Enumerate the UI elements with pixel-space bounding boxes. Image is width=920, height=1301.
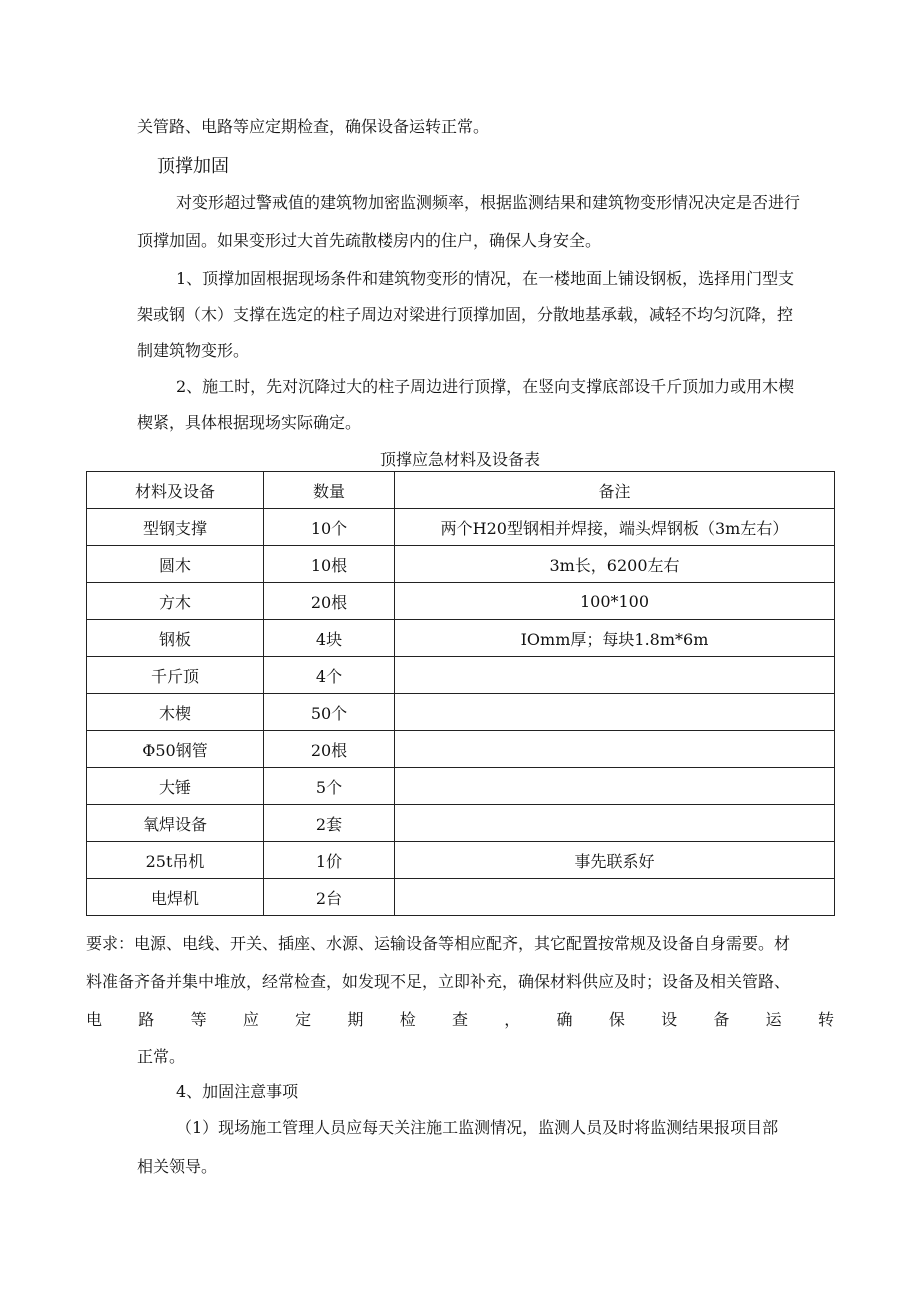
cell-remark: 两个H20型钢相并焊接，端头焊钢板（3m左右） — [395, 509, 835, 546]
cell-quantity: 10根 — [264, 546, 395, 583]
table-row — [87, 805, 835, 842]
cell-material: 25t吊机 — [87, 842, 264, 879]
requirement-line4: 正常。 — [137, 1047, 186, 1066]
req-char: 期 — [347, 1010, 364, 1029]
table-row — [87, 768, 835, 805]
req-char: 等 — [190, 1010, 207, 1029]
cell-material: 圆木 — [87, 546, 264, 583]
cell-quantity: 5个 — [264, 768, 395, 805]
table-row — [87, 879, 835, 916]
cell-quantity: 50个 — [264, 694, 395, 731]
item2-line2: 楔紧，具体根据现场实际确定。 — [137, 413, 362, 432]
cell-quantity: 2套 — [264, 805, 395, 842]
cell-material: 型钢支撑 — [87, 509, 264, 546]
para1-line1: 对变形超过警戒值的建筑物加密监测频率，根据监测结果和建筑物变形情况决定是否进行 — [176, 193, 801, 212]
req-char: 确 — [556, 1010, 573, 1029]
req-char: 转 — [817, 1010, 834, 1029]
cell-material: 氧焊设备 — [87, 805, 264, 842]
cell-quantity: 20根 — [264, 731, 395, 768]
cell-material: Φ50钢管 — [87, 731, 264, 768]
cell-remark — [395, 768, 835, 805]
req-char: 运 — [765, 1010, 782, 1029]
cell-quantity: 20根 — [264, 583, 395, 620]
table-caption: 顶撑应急材料及设备表 — [379, 450, 540, 469]
table-row — [87, 657, 835, 694]
cell-material: 电焊机 — [87, 879, 264, 916]
req-char: 查 — [451, 1010, 468, 1029]
cell-quantity: 10个 — [264, 509, 395, 546]
req-char: 路 — [138, 1010, 155, 1029]
cell-remark — [395, 805, 835, 842]
intro-tail-text: 关管路、电路等应定期检查，确保设备运转正常。 — [137, 117, 490, 136]
section-heading: 顶撑加固 — [157, 156, 229, 177]
requirement-line3 — [86, 1001, 834, 1039]
cell-remark — [395, 879, 835, 916]
table-row — [87, 731, 835, 768]
cell-quantity: 4块 — [264, 620, 395, 657]
cell-material: 木楔 — [87, 694, 264, 731]
sub1-line2: 相关领导。 — [137, 1157, 218, 1176]
req-char: 应 — [242, 1010, 259, 1029]
cell-quantity: 1价 — [264, 842, 395, 879]
cell-material: 千斤顶 — [87, 657, 264, 694]
table-row — [87, 583, 835, 620]
table-row — [87, 546, 835, 583]
cell-material: 大锤 — [87, 768, 264, 805]
cell-quantity: 2台 — [264, 879, 395, 916]
equipment-table — [86, 471, 835, 916]
table-header-row — [87, 472, 835, 509]
header-remark: 备注 — [395, 472, 835, 509]
item1-line3: 制建筑物变形。 — [137, 341, 250, 360]
cell-remark: IOmm厚；每块1.8m*6m — [395, 620, 835, 657]
table-row — [87, 694, 835, 731]
header-quantity: 数量 — [264, 472, 395, 509]
cell-remark: 100*100 — [395, 583, 835, 620]
req-char: 备 — [713, 1010, 730, 1029]
table-row — [87, 509, 835, 546]
req-char: 检 — [399, 1010, 416, 1029]
cell-remark — [395, 694, 835, 731]
item4-heading: 4、加固注意事项 — [176, 1082, 299, 1101]
requirement-line1: 要求：电源、电线、开关、插座、水源、运输设备等相应配齐，其它配置按常规及设备自身需要。材 — [86, 934, 791, 953]
req-char: ， — [504, 1010, 521, 1029]
sub1-line1: （1）现场施工管理人员应每天关注施工监测情况，监测人员及时将监测结果报项目部 — [176, 1118, 779, 1137]
cell-remark: 3m长，6200左右 — [395, 546, 835, 583]
item1-line1: 1、顶撑加固根据现场条件和建筑物变形的情况，在一楼地面上铺设钢板，选择用门型支 — [176, 269, 795, 288]
req-char: 定 — [295, 1010, 312, 1029]
cell-remark — [395, 657, 835, 694]
table-row — [87, 842, 835, 879]
cell-material: 钢板 — [87, 620, 264, 657]
req-char: 设 — [661, 1010, 678, 1029]
requirement-line2: 料准备齐备并集中堆放，经常检查，如发现不足，立即补充，确保材料供应及时；设备及相关管路、 — [86, 972, 791, 991]
item2-line1: 2、施工时，先对沉降过大的柱子周边进行顶撑，在竖向支撑底部设千斤顶加力或用木楔 — [176, 377, 795, 396]
para1-line2: 顶撑加固。如果变形过大首先疏散楼房内的住户，确保人身安全。 — [137, 231, 602, 250]
cell-remark — [395, 731, 835, 768]
req-char: 保 — [608, 1010, 625, 1029]
cell-remark: 事先联系好 — [395, 842, 835, 879]
table-row — [87, 620, 835, 657]
cell-material: 方木 — [87, 583, 264, 620]
req-char: 电 — [86, 1010, 103, 1029]
header-material: 材料及设备 — [87, 472, 264, 509]
cell-quantity: 4个 — [264, 657, 395, 694]
item1-line2: 架或钢（木）支撑在选定的柱子周边对梁进行顶撑加固，分散地基承载，减轻不均匀沉降，控 — [137, 305, 794, 324]
